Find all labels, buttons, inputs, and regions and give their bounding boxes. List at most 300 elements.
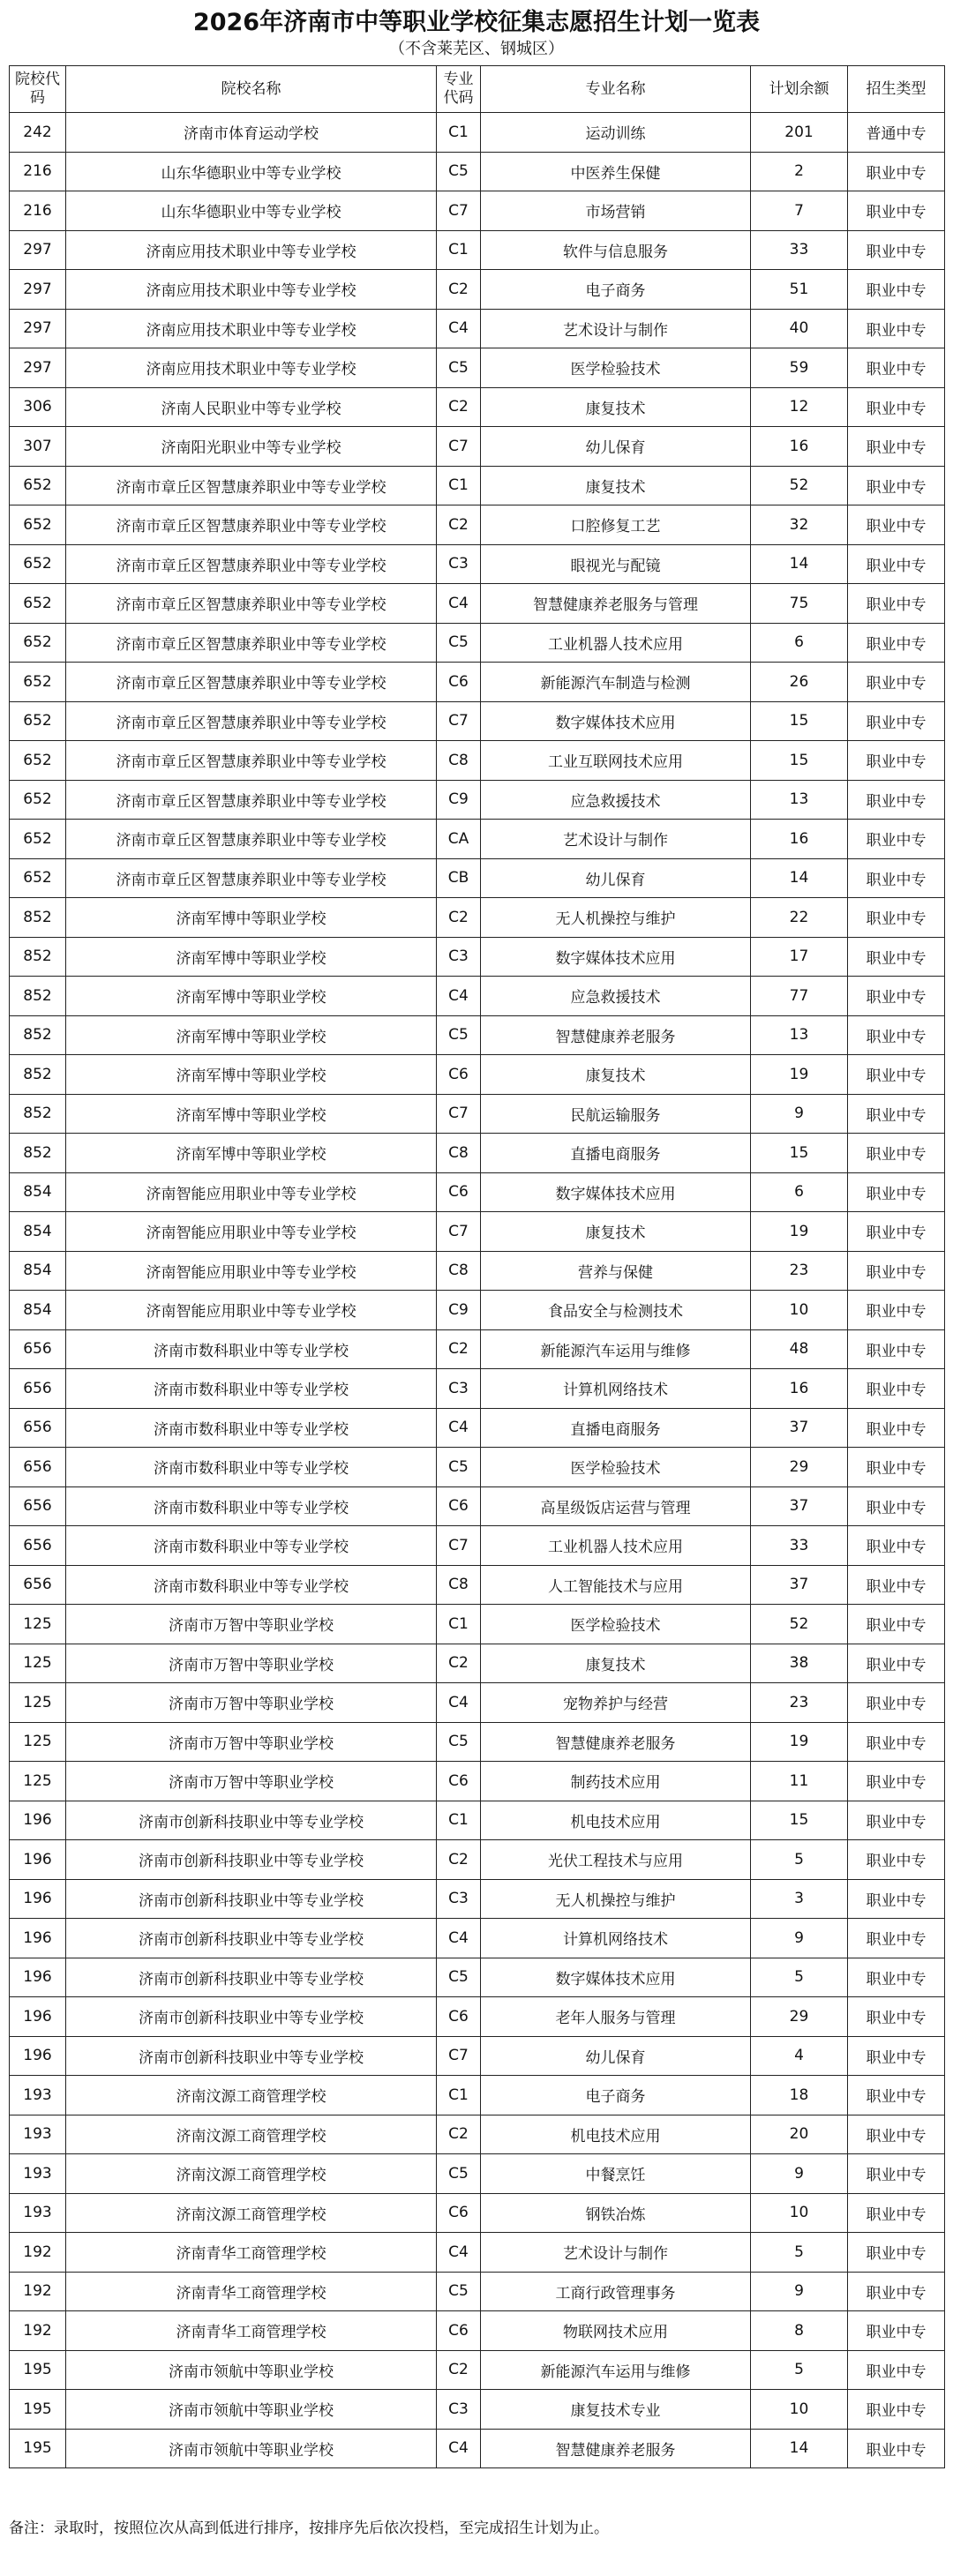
cell-quota: 15 bbox=[751, 701, 848, 741]
cell-school-code: 652 bbox=[10, 820, 66, 859]
cell-type: 职业中专 bbox=[848, 1055, 945, 1095]
cell-major-name: 计算机网络技术 bbox=[481, 1369, 751, 1409]
cell-major-name: 物联网技术应用 bbox=[481, 2311, 751, 2351]
cell-major-name: 艺术设计与制作 bbox=[481, 2233, 751, 2273]
cell-school-name: 济南市创新科技职业中等专业学校 bbox=[66, 1879, 437, 1919]
cell-school-code: 195 bbox=[10, 2429, 66, 2468]
cell-school-name: 济南市章丘区智慧康养职业中等专业学校 bbox=[66, 505, 437, 545]
table-row bbox=[10, 427, 945, 467]
cell-school-code: 652 bbox=[10, 466, 66, 505]
cell-type: 职业中专 bbox=[848, 1291, 945, 1330]
cell-quota: 9 bbox=[751, 2154, 848, 2194]
cell-major-code: C8 bbox=[437, 1251, 481, 1291]
cell-major-code: C7 bbox=[437, 1212, 481, 1252]
cell-school-code: 193 bbox=[10, 2115, 66, 2154]
cell-school-code: 852 bbox=[10, 1055, 66, 1095]
cell-major-code: C8 bbox=[437, 1134, 481, 1173]
cell-type: 职业中专 bbox=[848, 2193, 945, 2233]
cell-major-name: 民航运输服务 bbox=[481, 1094, 751, 1134]
cell-major-code: C1 bbox=[437, 466, 481, 505]
table-row bbox=[10, 544, 945, 584]
cell-school-code: 656 bbox=[10, 1565, 66, 1605]
cell-school-code: 656 bbox=[10, 1408, 66, 1448]
cell-major-code: C3 bbox=[437, 937, 481, 977]
cell-major-name: 营养与保健 bbox=[481, 1251, 751, 1291]
cell-school-code: 652 bbox=[10, 663, 66, 702]
cell-quota: 9 bbox=[751, 1094, 848, 1134]
cell-school-name: 济南阳光职业中等专业学校 bbox=[66, 427, 437, 467]
cell-major-code: C1 bbox=[437, 230, 481, 270]
cell-major-name: 口腔修复工艺 bbox=[481, 505, 751, 545]
cell-type: 职业中专 bbox=[848, 858, 945, 898]
cell-type: 职业中专 bbox=[848, 1958, 945, 1997]
cell-quota: 33 bbox=[751, 230, 848, 270]
cell-type: 职业中专 bbox=[848, 270, 945, 310]
cell-major-name: 幼儿保育 bbox=[481, 2036, 751, 2076]
table-row bbox=[10, 623, 945, 663]
cell-major-name: 医学检验技术 bbox=[481, 348, 751, 388]
cell-type: 职业中专 bbox=[848, 2233, 945, 2273]
cell-type: 职业中专 bbox=[848, 1565, 945, 1605]
cell-school-code: 652 bbox=[10, 505, 66, 545]
cell-type: 职业中专 bbox=[848, 230, 945, 270]
cell-school-name: 济南市万智中等职业学校 bbox=[66, 1762, 437, 1801]
cell-type: 职业中专 bbox=[848, 1722, 945, 1762]
cell-type: 职业中专 bbox=[848, 1526, 945, 1566]
cell-major-code: C7 bbox=[437, 427, 481, 467]
cell-major-name: 数字媒体技术应用 bbox=[481, 1172, 751, 1212]
cell-school-code: 192 bbox=[10, 2272, 66, 2311]
cell-major-name: 智慧健康养老服务与管理 bbox=[481, 584, 751, 624]
cell-major-code: C5 bbox=[437, 1958, 481, 1997]
cell-type: 职业中专 bbox=[848, 1408, 945, 1448]
cell-school-name: 济南市创新科技职业中等专业学校 bbox=[66, 1919, 437, 1958]
cell-type: 职业中专 bbox=[848, 544, 945, 584]
cell-quota: 52 bbox=[751, 466, 848, 505]
cell-type: 职业中专 bbox=[848, 898, 945, 938]
cell-major-code: C4 bbox=[437, 584, 481, 624]
table-row bbox=[10, 1526, 945, 1566]
cell-major-code: C6 bbox=[437, 1055, 481, 1095]
cell-school-name: 济南市章丘区智慧康养职业中等专业学校 bbox=[66, 623, 437, 663]
cell-type: 职业中专 bbox=[848, 977, 945, 1016]
cell-major-code: C3 bbox=[437, 544, 481, 584]
cell-quota: 15 bbox=[751, 1801, 848, 1840]
header-school-name: 院校名称 bbox=[66, 66, 437, 113]
cell-school-name: 济南市创新科技职业中等专业学校 bbox=[66, 2036, 437, 2076]
cell-major-name: 计算机网络技术 bbox=[481, 1919, 751, 1958]
cell-type: 职业中专 bbox=[848, 2272, 945, 2311]
cell-type: 职业中专 bbox=[848, 2429, 945, 2468]
cell-school-name: 济南青华工商管理学校 bbox=[66, 2233, 437, 2273]
table-row bbox=[10, 898, 945, 938]
cell-major-code: C2 bbox=[437, 2350, 481, 2390]
cell-school-name: 济南市领航中等职业学校 bbox=[66, 2350, 437, 2390]
cell-quota: 37 bbox=[751, 1408, 848, 1448]
cell-major-code: C8 bbox=[437, 1565, 481, 1605]
table-row bbox=[10, 2154, 945, 2194]
cell-school-code: 652 bbox=[10, 584, 66, 624]
cell-type: 职业中专 bbox=[848, 584, 945, 624]
cell-school-code: 652 bbox=[10, 623, 66, 663]
cell-major-code: C3 bbox=[437, 1879, 481, 1919]
cell-school-name: 济南应用技术职业中等专业学校 bbox=[66, 309, 437, 348]
cell-school-code: 242 bbox=[10, 113, 66, 153]
cell-type: 职业中专 bbox=[848, 1919, 945, 1958]
cell-type: 职业中专 bbox=[848, 780, 945, 820]
cell-school-code: 652 bbox=[10, 780, 66, 820]
table-row bbox=[10, 1605, 945, 1644]
cell-quota: 23 bbox=[751, 1683, 848, 1723]
cell-school-name: 济南市领航中等职业学校 bbox=[66, 2390, 437, 2430]
cell-school-code: 652 bbox=[10, 858, 66, 898]
enrollment-plan-table bbox=[9, 65, 945, 2468]
table-row bbox=[10, 152, 945, 191]
cell-major-name: 中餐烹饪 bbox=[481, 2154, 751, 2194]
cell-school-code: 854 bbox=[10, 1212, 66, 1252]
cell-major-code: C2 bbox=[437, 1840, 481, 1880]
table-row bbox=[10, 701, 945, 741]
cell-type: 职业中专 bbox=[848, 820, 945, 859]
cell-quota: 37 bbox=[751, 1565, 848, 1605]
cell-major-name: 钢铁冶炼 bbox=[481, 2193, 751, 2233]
cell-school-code: 656 bbox=[10, 1448, 66, 1487]
cell-major-name: 应急救援技术 bbox=[481, 780, 751, 820]
table-row bbox=[10, 1172, 945, 1212]
cell-school-name: 济南市章丘区智慧康养职业中等专业学校 bbox=[66, 544, 437, 584]
cell-school-name: 济南应用技术职业中等专业学校 bbox=[66, 230, 437, 270]
cell-major-name: 直播电商服务 bbox=[481, 1134, 751, 1173]
table-row bbox=[10, 2076, 945, 2115]
header-school-code: 院校代码 bbox=[10, 66, 66, 113]
cell-major-code: C2 bbox=[437, 505, 481, 545]
cell-major-code: C9 bbox=[437, 780, 481, 820]
cell-school-code: 852 bbox=[10, 1134, 66, 1173]
cell-school-code: 297 bbox=[10, 270, 66, 310]
table-row bbox=[10, 1644, 945, 1683]
cell-type: 职业中专 bbox=[848, 191, 945, 231]
cell-type: 职业中专 bbox=[848, 2036, 945, 2076]
cell-quota: 19 bbox=[751, 1212, 848, 1252]
cell-quota: 33 bbox=[751, 1526, 848, 1566]
cell-school-name: 济南市数科职业中等专业学校 bbox=[66, 1448, 437, 1487]
cell-school-name: 济南汶源工商管理学校 bbox=[66, 2076, 437, 2115]
cell-type: 职业中专 bbox=[848, 1644, 945, 1683]
cell-type: 职业中专 bbox=[848, 1840, 945, 1880]
cell-quota: 20 bbox=[751, 2115, 848, 2154]
cell-type: 职业中专 bbox=[848, 1448, 945, 1487]
cell-quota: 9 bbox=[751, 1919, 848, 1958]
cell-school-name: 济南市数科职业中等专业学校 bbox=[66, 1565, 437, 1605]
table-row bbox=[10, 1448, 945, 1487]
cell-major-code: C6 bbox=[437, 1762, 481, 1801]
cell-major-name: 制药技术应用 bbox=[481, 1762, 751, 1801]
cell-quota: 16 bbox=[751, 820, 848, 859]
table-row bbox=[10, 780, 945, 820]
cell-school-name: 济南智能应用职业中等专业学校 bbox=[66, 1172, 437, 1212]
cell-quota: 6 bbox=[751, 1172, 848, 1212]
footnote: 备注：录取时，按照位次从高到低进行排序，按排序先后依次投档，至完成招生计划为止。 bbox=[9, 2520, 609, 2537]
table-header-row bbox=[10, 66, 945, 113]
cell-major-name: 康复技术 bbox=[481, 466, 751, 505]
cell-school-name: 济南市体育运动学校 bbox=[66, 113, 437, 153]
cell-type: 职业中专 bbox=[848, 663, 945, 702]
table-row bbox=[10, 937, 945, 977]
cell-school-code: 196 bbox=[10, 1958, 66, 1997]
cell-school-name: 济南市数科职业中等专业学校 bbox=[66, 1329, 437, 1369]
cell-major-code: C6 bbox=[437, 1486, 481, 1526]
cell-type: 职业中专 bbox=[848, 427, 945, 467]
cell-school-name: 济南市章丘区智慧康养职业中等专业学校 bbox=[66, 584, 437, 624]
cell-type: 职业中专 bbox=[848, 1762, 945, 1801]
cell-school-code: 125 bbox=[10, 1644, 66, 1683]
cell-major-name: 机电技术应用 bbox=[481, 1801, 751, 1840]
table-row bbox=[10, 1762, 945, 1801]
cell-school-name: 济南市万智中等职业学校 bbox=[66, 1644, 437, 1683]
cell-quota: 38 bbox=[751, 1644, 848, 1683]
cell-quota: 9 bbox=[751, 2272, 848, 2311]
cell-type: 职业中专 bbox=[848, 1172, 945, 1212]
cell-major-code: CA bbox=[437, 820, 481, 859]
cell-quota: 23 bbox=[751, 1251, 848, 1291]
cell-major-name: 康复技术 bbox=[481, 1644, 751, 1683]
cell-major-name: 医学检验技术 bbox=[481, 1448, 751, 1487]
cell-major-code: C6 bbox=[437, 1172, 481, 1212]
cell-type: 职业中专 bbox=[848, 701, 945, 741]
cell-school-name: 济南市创新科技职业中等专业学校 bbox=[66, 1840, 437, 1880]
cell-school-code: 196 bbox=[10, 1879, 66, 1919]
cell-type: 普通中专 bbox=[848, 113, 945, 153]
cell-major-code: C2 bbox=[437, 2115, 481, 2154]
cell-major-name: 新能源汽车制造与检测 bbox=[481, 663, 751, 702]
cell-quota: 37 bbox=[751, 1486, 848, 1526]
table-row bbox=[10, 113, 945, 153]
cell-school-code: 196 bbox=[10, 1840, 66, 1880]
cell-school-name: 济南市数科职业中等专业学校 bbox=[66, 1369, 437, 1409]
cell-type: 职业中专 bbox=[848, 1015, 945, 1055]
cell-major-name: 眼视光与配镜 bbox=[481, 544, 751, 584]
table-row bbox=[10, 1094, 945, 1134]
table-row bbox=[10, 1919, 945, 1958]
cell-school-code: 297 bbox=[10, 348, 66, 388]
cell-quota: 5 bbox=[751, 2350, 848, 2390]
cell-major-code: C5 bbox=[437, 2154, 481, 2194]
cell-school-code: 196 bbox=[10, 2036, 66, 2076]
cell-school-name: 济南汶源工商管理学校 bbox=[66, 2115, 437, 2154]
table-row bbox=[10, 820, 945, 859]
cell-school-name: 济南市章丘区智慧康养职业中等专业学校 bbox=[66, 466, 437, 505]
cell-major-code: C9 bbox=[437, 1291, 481, 1330]
cell-major-code: C6 bbox=[437, 2193, 481, 2233]
cell-quota: 2 bbox=[751, 152, 848, 191]
cell-school-code: 125 bbox=[10, 1605, 66, 1644]
cell-school-code: 652 bbox=[10, 741, 66, 781]
cell-school-name: 济南军博中等职业学校 bbox=[66, 1134, 437, 1173]
cell-major-code: C5 bbox=[437, 152, 481, 191]
cell-major-name: 数字媒体技术应用 bbox=[481, 1958, 751, 1997]
cell-major-name: 工商行政管理事务 bbox=[481, 2272, 751, 2311]
cell-school-code: 192 bbox=[10, 2233, 66, 2273]
cell-type: 职业中专 bbox=[848, 1329, 945, 1369]
cell-type: 职业中专 bbox=[848, 741, 945, 781]
cell-major-code: C7 bbox=[437, 2036, 481, 2076]
cell-quota: 14 bbox=[751, 544, 848, 584]
cell-school-name: 济南市万智中等职业学校 bbox=[66, 1722, 437, 1762]
cell-quota: 13 bbox=[751, 1015, 848, 1055]
table-row bbox=[10, 2390, 945, 2430]
cell-quota: 16 bbox=[751, 427, 848, 467]
cell-school-name: 济南市数科职业中等专业学校 bbox=[66, 1526, 437, 1566]
cell-school-code: 297 bbox=[10, 309, 66, 348]
cell-major-name: 幼儿保育 bbox=[481, 427, 751, 467]
cell-major-name: 光伏工程技术与应用 bbox=[481, 1840, 751, 1880]
cell-type: 职业中专 bbox=[848, 1486, 945, 1526]
cell-quota: 3 bbox=[751, 1879, 848, 1919]
cell-school-name: 济南市数科职业中等专业学校 bbox=[66, 1408, 437, 1448]
table-row bbox=[10, 1291, 945, 1330]
cell-major-name: 智慧健康养老服务 bbox=[481, 2429, 751, 2468]
cell-school-name: 济南人民职业中等专业学校 bbox=[66, 387, 437, 427]
cell-major-code: C4 bbox=[437, 1683, 481, 1723]
cell-type: 职业中专 bbox=[848, 348, 945, 388]
cell-quota: 22 bbox=[751, 898, 848, 938]
cell-type: 职业中专 bbox=[848, 1134, 945, 1173]
cell-major-code: C4 bbox=[437, 977, 481, 1016]
header-quota: 计划余额 bbox=[751, 66, 848, 113]
table-row bbox=[10, 1369, 945, 1409]
cell-major-code: C5 bbox=[437, 1448, 481, 1487]
cell-school-name: 济南市章丘区智慧康养职业中等专业学校 bbox=[66, 780, 437, 820]
cell-type: 职业中专 bbox=[848, 2115, 945, 2154]
document-title: 2026年济南市中等职业学校征集志愿招生计划一览表 bbox=[192, 9, 761, 36]
cell-school-name: 济南市领航中等职业学校 bbox=[66, 2429, 437, 2468]
cell-school-code: 125 bbox=[10, 1722, 66, 1762]
cell-major-code: C4 bbox=[437, 2233, 481, 2273]
cell-major-name: 中医养生保健 bbox=[481, 152, 751, 191]
header-major-name: 专业名称 bbox=[481, 66, 751, 113]
cell-quota: 10 bbox=[751, 1291, 848, 1330]
cell-major-name: 电子商务 bbox=[481, 2076, 751, 2115]
cell-major-code: C2 bbox=[437, 387, 481, 427]
cell-school-code: 216 bbox=[10, 152, 66, 191]
cell-quota: 6 bbox=[751, 623, 848, 663]
cell-school-name: 济南市章丘区智慧康养职业中等专业学校 bbox=[66, 858, 437, 898]
table-row bbox=[10, 1879, 945, 1919]
table-row bbox=[10, 741, 945, 781]
cell-quota: 40 bbox=[751, 309, 848, 348]
cell-major-name: 数字媒体技术应用 bbox=[481, 701, 751, 741]
cell-major-code: C6 bbox=[437, 1997, 481, 2037]
cell-quota: 10 bbox=[751, 2193, 848, 2233]
table-row bbox=[10, 1722, 945, 1762]
cell-school-code: 306 bbox=[10, 387, 66, 427]
cell-school-code: 125 bbox=[10, 1762, 66, 1801]
cell-quota: 12 bbox=[751, 387, 848, 427]
cell-school-code: 193 bbox=[10, 2154, 66, 2194]
cell-type: 职业中专 bbox=[848, 466, 945, 505]
cell-major-name: 运动训练 bbox=[481, 113, 751, 153]
cell-major-code: C5 bbox=[437, 348, 481, 388]
cell-school-code: 652 bbox=[10, 544, 66, 584]
cell-school-code: 195 bbox=[10, 2350, 66, 2390]
cell-major-name: 康复技术 bbox=[481, 1055, 751, 1095]
cell-major-code: C1 bbox=[437, 1801, 481, 1840]
cell-major-code: C5 bbox=[437, 1722, 481, 1762]
cell-major-code: C5 bbox=[437, 623, 481, 663]
cell-school-name: 济南市章丘区智慧康养职业中等专业学校 bbox=[66, 741, 437, 781]
cell-school-name: 济南汶源工商管理学校 bbox=[66, 2193, 437, 2233]
cell-school-code: 297 bbox=[10, 230, 66, 270]
cell-quota: 201 bbox=[751, 113, 848, 153]
cell-type: 职业中专 bbox=[848, 505, 945, 545]
cell-major-name: 康复技术 bbox=[481, 387, 751, 427]
cell-school-name: 济南市创新科技职业中等专业学校 bbox=[66, 1958, 437, 1997]
cell-type: 职业中专 bbox=[848, 152, 945, 191]
cell-school-name: 济南军博中等职业学校 bbox=[66, 1094, 437, 1134]
cell-school-code: 656 bbox=[10, 1329, 66, 1369]
document-subtitle: （不含莱芜区、钢城区） bbox=[389, 40, 564, 58]
cell-major-code: C2 bbox=[437, 270, 481, 310]
cell-major-name: 机电技术应用 bbox=[481, 2115, 751, 2154]
cell-school-code: 852 bbox=[10, 937, 66, 977]
cell-quota: 17 bbox=[751, 937, 848, 977]
table-row bbox=[10, 1015, 945, 1055]
cell-school-code: 852 bbox=[10, 977, 66, 1016]
cell-quota: 7 bbox=[751, 191, 848, 231]
table-row bbox=[10, 1486, 945, 1526]
table-row bbox=[10, 1055, 945, 1095]
cell-school-code: 852 bbox=[10, 1015, 66, 1055]
cell-quota: 77 bbox=[751, 977, 848, 1016]
cell-school-name: 济南军博中等职业学校 bbox=[66, 1015, 437, 1055]
cell-school-code: 193 bbox=[10, 2076, 66, 2115]
table-row bbox=[10, 1801, 945, 1840]
cell-type: 职业中专 bbox=[848, 1997, 945, 2037]
table-body bbox=[10, 113, 945, 2468]
cell-school-code: 652 bbox=[10, 701, 66, 741]
cell-major-code: C7 bbox=[437, 1526, 481, 1566]
cell-quota: 5 bbox=[751, 2233, 848, 2273]
cell-major-name: 智慧健康养老服务 bbox=[481, 1722, 751, 1762]
table-row bbox=[10, 309, 945, 348]
cell-quota: 5 bbox=[751, 1840, 848, 1880]
cell-major-code: C1 bbox=[437, 2076, 481, 2115]
cell-school-name: 济南市章丘区智慧康养职业中等专业学校 bbox=[66, 663, 437, 702]
cell-major-name: 人工智能技术与应用 bbox=[481, 1565, 751, 1605]
cell-type: 职业中专 bbox=[848, 2390, 945, 2430]
cell-type: 职业中专 bbox=[848, 2311, 945, 2351]
cell-major-code: C4 bbox=[437, 2429, 481, 2468]
cell-type: 职业中专 bbox=[848, 1605, 945, 1644]
cell-quota: 15 bbox=[751, 741, 848, 781]
cell-school-code: 854 bbox=[10, 1251, 66, 1291]
table-row bbox=[10, 858, 945, 898]
table-row bbox=[10, 2272, 945, 2311]
cell-major-code: C2 bbox=[437, 898, 481, 938]
header-major-code: 专业代码 bbox=[437, 66, 481, 113]
table-row bbox=[10, 1958, 945, 1997]
cell-major-name: 新能源汽车运用与维修 bbox=[481, 1329, 751, 1369]
table-row bbox=[10, 466, 945, 505]
cell-major-name: 应急救援技术 bbox=[481, 977, 751, 1016]
table-row bbox=[10, 977, 945, 1016]
cell-quota: 18 bbox=[751, 2076, 848, 2115]
cell-major-name: 新能源汽车运用与维修 bbox=[481, 2350, 751, 2390]
table-row bbox=[10, 348, 945, 388]
cell-school-code: 193 bbox=[10, 2193, 66, 2233]
cell-school-code: 192 bbox=[10, 2311, 66, 2351]
cell-quota: 13 bbox=[751, 780, 848, 820]
